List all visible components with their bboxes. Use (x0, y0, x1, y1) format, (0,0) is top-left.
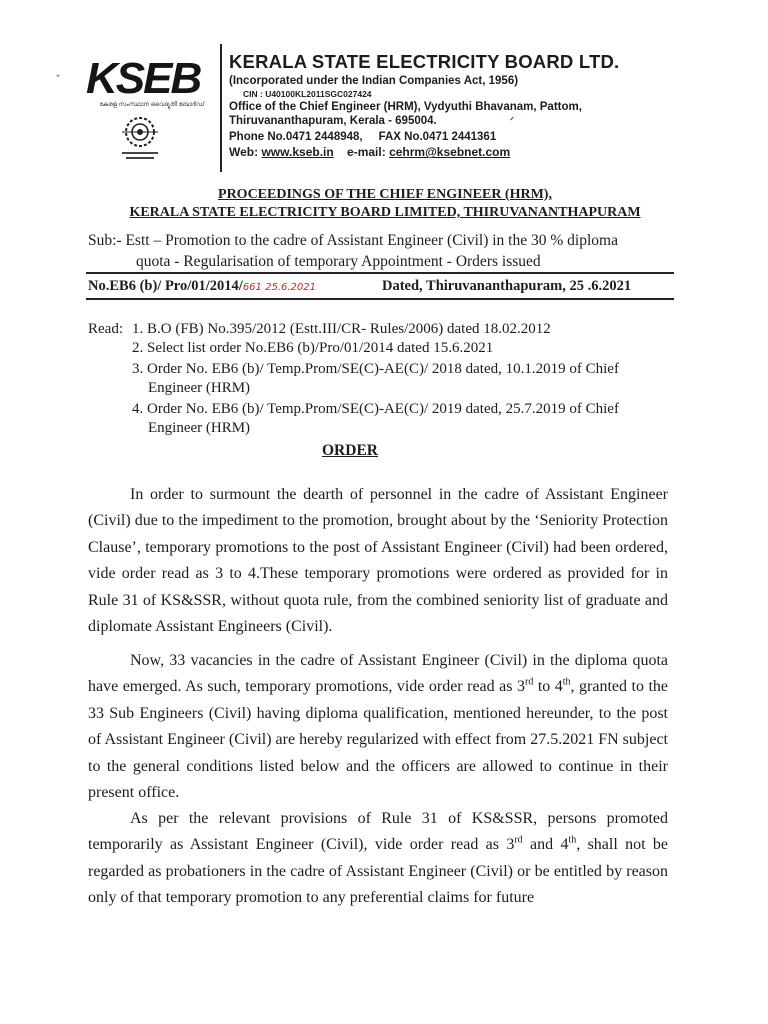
emblem-icon (100, 114, 180, 166)
web-label: Web: (229, 145, 259, 160)
paragraph-2-text-b: to 4 (533, 678, 563, 696)
contact-line (229, 144, 689, 160)
email-label: e-mail: (347, 145, 386, 160)
read-item (132, 400, 672, 438)
organization-name: KERALA STATE ELECTRICITY BOARD LTD. (229, 51, 620, 72)
read-item (132, 360, 672, 398)
phone-fax-line (229, 130, 689, 145)
email-link[interactable]: cehrm@ksebnet.com (389, 145, 511, 160)
order-number-text: No.EB6 (b)/ Pro/01/2014/ (88, 278, 243, 294)
logo-text: KSEB (86, 54, 201, 103)
paragraph-2-text-a: Now, 33 vacancies in the cadre of Assistant Engineer (Civil) in the diploma quota have emerged. As such, temporary promotions, vide order read as 3 (88, 652, 668, 696)
paragraph-3-text-a: As per the relevant provisions of Rule 31 of KS&SSR, persons promoted temporarily as Assistant Engineer (Civil), vide order read as 3 (88, 810, 668, 854)
letterhead-details (229, 50, 689, 160)
superscript: th (562, 677, 571, 689)
proceedings-heading (60, 186, 710, 222)
reference-rule-bottom (86, 298, 674, 300)
superscript: rd (514, 835, 523, 847)
paragraph-3 (88, 806, 668, 912)
read-label: Read: (88, 321, 123, 337)
heading-line2: KERALA STATE ELECTRICITY BOARD LIMITED, THIRUVANANTHAPURAM (129, 205, 641, 220)
subject-line2: quota - Regularisation of temporary Appointment - Orders issued (136, 253, 541, 270)
header-divider (220, 44, 222, 172)
office-address-line2 (229, 114, 689, 130)
read-item (132, 339, 672, 358)
paragraph-3-text-c: , shall not be regarded as probationers in the cadre of Assistant Engineer (Civil) or be entitled by reason only of that temporary promotion to any preferential claims for future (88, 836, 669, 907)
office-address-line1: Office of the Chief Engineer (HRM), Vydyuthi Bhavanam, Pattom, (229, 100, 582, 113)
scan-mark: " (56, 74, 61, 84)
paragraph-1-text: In order to surmount the dearth of personnel in the cadre of Assistant Engineer (Civil) due to the impediment to the promotion, brought about by the ‘Seniority Protection Clause’, temporary promotions to the post of Assistant Engineer (Civil) had been ordered, vide order read as 3 to 4.These temporary promotions were ordered as provided for in Rule 31 of KS&SSR, without quota rule, from the combined seniority list of graduate and diplomate Assistant Engineers (Civil). (88, 486, 668, 636)
fax-number: FAX No.0471 2441361 (378, 130, 497, 143)
subject-line1: Sub:- Estt – Promotion to the cadre of Assistant Engineer (Civil) in the 30 % diploma (88, 232, 618, 249)
subject (88, 230, 668, 272)
paragraph-1 (88, 482, 668, 640)
read-item-text: 1. B.O (FB) No.395/2012 (Estt.III/CR- Rules/2006) dated 18.02.2012 (132, 321, 551, 337)
handwritten-annotation: 661 25.6.2021 (242, 282, 316, 293)
address-text: Thiruvananthapuram, Kerala - 695004. (229, 115, 437, 128)
logo-caption: കേരള സംസ്ഥാന വൈദ്യുതി ബോർഡ് (99, 102, 205, 108)
read-item-text: 2. Select list order No.EB6 (b)/Pro/01/2014 dated 15.6.2021 (132, 340, 494, 356)
order-title: ORDER (322, 442, 378, 459)
incorporation-note: (Incorporated under the Indian Companies Act, 1956) (229, 75, 519, 87)
paragraph-2-text-c: , granted to the 33 Sub Engineers (Civil) having diploma qualification, mentioned hereunder, to the post of Assistant Engineer (Civil) are hereby regularized with effect from 27.5.2021 FN subject to the general conditions listed below and the officers are allowed to continue in their present office. (88, 678, 669, 802)
phone-number: Phone No.0471 2448948, (229, 130, 363, 143)
paragraph-3-text-b: and 4 (522, 836, 569, 854)
order-number (88, 276, 316, 298)
paragraph-2 (88, 648, 668, 806)
superscript: rd (524, 677, 534, 689)
order-date: Dated, Thiruvananthapuram, 25 .6.2021 (382, 278, 632, 294)
read-item-text: 4. Order No. EB6 (b)/ Temp.Prom/SE(C)-AE(C)/ 2019 dated, 25.7.2019 of Chief Engineer (HRM) (132, 401, 619, 436)
read-item (132, 320, 672, 339)
heading-line1: PROCEEDINGS OF THE CHIEF ENGINEER (HRM), (218, 187, 552, 202)
scan-mark: ᐟ (509, 116, 515, 128)
superscript: th (568, 835, 577, 847)
cin-number: CIN : U40100KL2011SGC027424 (243, 88, 372, 99)
reference-rule-top (86, 272, 674, 274)
read-item-text: 3. Order No. EB6 (b)/ Temp.Prom/SE(C)-AE(C)/ 2018 dated, 10.1.2019 of Chief Engineer (HRM) (132, 361, 619, 396)
website-link[interactable]: www.kseb.in (261, 145, 334, 160)
kseb-logo (56, 54, 216, 166)
